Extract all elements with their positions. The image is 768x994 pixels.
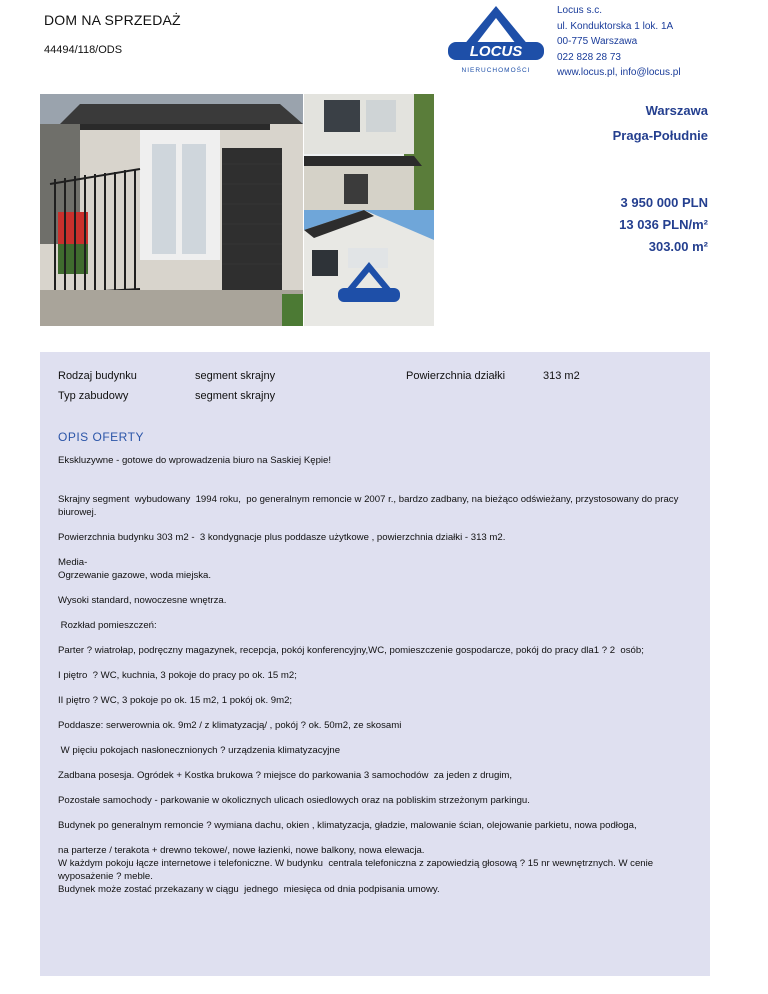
desc-paragraph: Rozkład pomieszczeń: <box>58 620 157 631</box>
agency-street: ul. Konduktorska 1 lok. 1A <box>557 20 674 32</box>
desc-paragraph: Media- Ogrzewanie gazowe, woda miejska. <box>58 557 212 581</box>
desc-paragraph: Skrajny segment wybudowany 1994 roku, po generalnym remoncie w 2007 r., bardzo zadbany, na bieżąco odświeżany, przystosowany do pracy biurowej. <box>58 494 682 518</box>
desc-paragraph: Parter ? wiatrołap, podręczny magazynek, recepcja, pokój konferencyjny,WC, pomieszczenie gospodarcze, pokój do pracy dla1 ? 2 osób; <box>58 645 644 656</box>
development-type-label: Typ zabudowy <box>58 390 129 402</box>
locus-logo <box>446 4 546 76</box>
desc-paragraph: Budynek po generalnym remoncie ? wymiana dachu, okien , klimatyzacja, gładzie, malowanie ścian, olejowanie parkietu, nowa podłoga, <box>58 820 637 831</box>
desc-paragraph: Poddasze: serwerownia ok. 9m2 / z klimatyzacją/ , pokój ? ok. 50m2, ze skosami <box>58 720 402 731</box>
building-type-label: Rodzaj budynku <box>58 370 137 382</box>
plot-area-label: Powierzchnia działki <box>406 370 506 382</box>
house-facade-photo <box>304 94 434 210</box>
desc-paragraph: II piętro ? WC, 3 pokoje po ok. 15 m2, 1 pokój ok. 9m2; <box>58 695 293 706</box>
desc-paragraph: Wysoki standard, nowoczesne wnętrza. <box>58 595 227 606</box>
logo-text: LOCUS <box>469 43 523 60</box>
desc-paragraph: Ekskluzywne - gotowe do wprowadzenia biuro na Saskiej Kępie! <box>58 455 332 466</box>
desc-paragraph: Zadbana posesja. Ogródek + Kostka brukowa ? miejsce do parkowania 3 samochodów za jeden z drugim, <box>58 770 513 781</box>
location-district: Praga-Południe <box>612 128 708 143</box>
house-entrance-photo <box>40 94 303 326</box>
agency-name: Locus s.c. <box>557 5 603 16</box>
location-block <box>613 98 708 148</box>
desc-paragraph: W pięciu pokojach nasłonecznionych ? urządzenia klimatyzacyjne <box>58 745 341 756</box>
desc-paragraph: I piętro ? WC, kuchnia, 3 pokoje do pracy po ok. 15 m2; <box>58 670 297 681</box>
description-text <box>58 454 698 896</box>
location-city: Warszawa <box>645 103 708 118</box>
description-title: OPIS OFERTY <box>58 430 144 444</box>
agency-web-email[interactable]: www.locus.pl, info@locus.pl <box>557 67 681 78</box>
floor-area: 303.00 m² <box>648 239 708 254</box>
agency-city: 00-775 Warszawa <box>557 36 638 47</box>
price-block <box>619 192 708 258</box>
desc-paragraph: Powierzchnia budynku 303 m2 - 3 kondygnacje plus poddasze użytkowe , powierzchnia działki - 313 m2. <box>58 532 506 543</box>
agency-phone: 022 828 28 73 <box>557 51 621 63</box>
logo-subtext: NIERUCHOMOŚCI <box>461 67 531 74</box>
desc-paragraph: Pozostałe samochody - parkowanie w okolicznych ulicach osiedlowych oraz na pobliskim strzeżonym parkingu. <box>58 795 530 806</box>
reference-number: 44494/118/ODS <box>44 44 123 56</box>
price-per-m2: 13 036 PLN/m² <box>619 217 708 232</box>
listing-type: DOM NA SPRZEDAŻ <box>44 12 181 28</box>
agency-contact <box>557 3 681 81</box>
building-type-value: segment skrajny <box>195 370 276 382</box>
price-total: 3 950 000 PLN <box>620 195 708 210</box>
development-type-value: segment skrajny <box>195 390 276 402</box>
plot-area-value: 313 m2 <box>543 370 580 382</box>
desc-paragraph: na parterze / terakota + drewno tekowe/, nowe łazienki, nowe balkony, nowa elewacja. W każdym pokoju łącze internetowe i telefoniczne. W budynku centrala telefoniczna z zapowiedzią głosową ? 15 nr wewnętrznych. W cenie wyposażenie ? meble. Budynek może zostać przekazany w ciągu jednego miesięca od dnia podpisania umowy. <box>58 845 654 895</box>
house-roof-photo <box>304 210 434 326</box>
